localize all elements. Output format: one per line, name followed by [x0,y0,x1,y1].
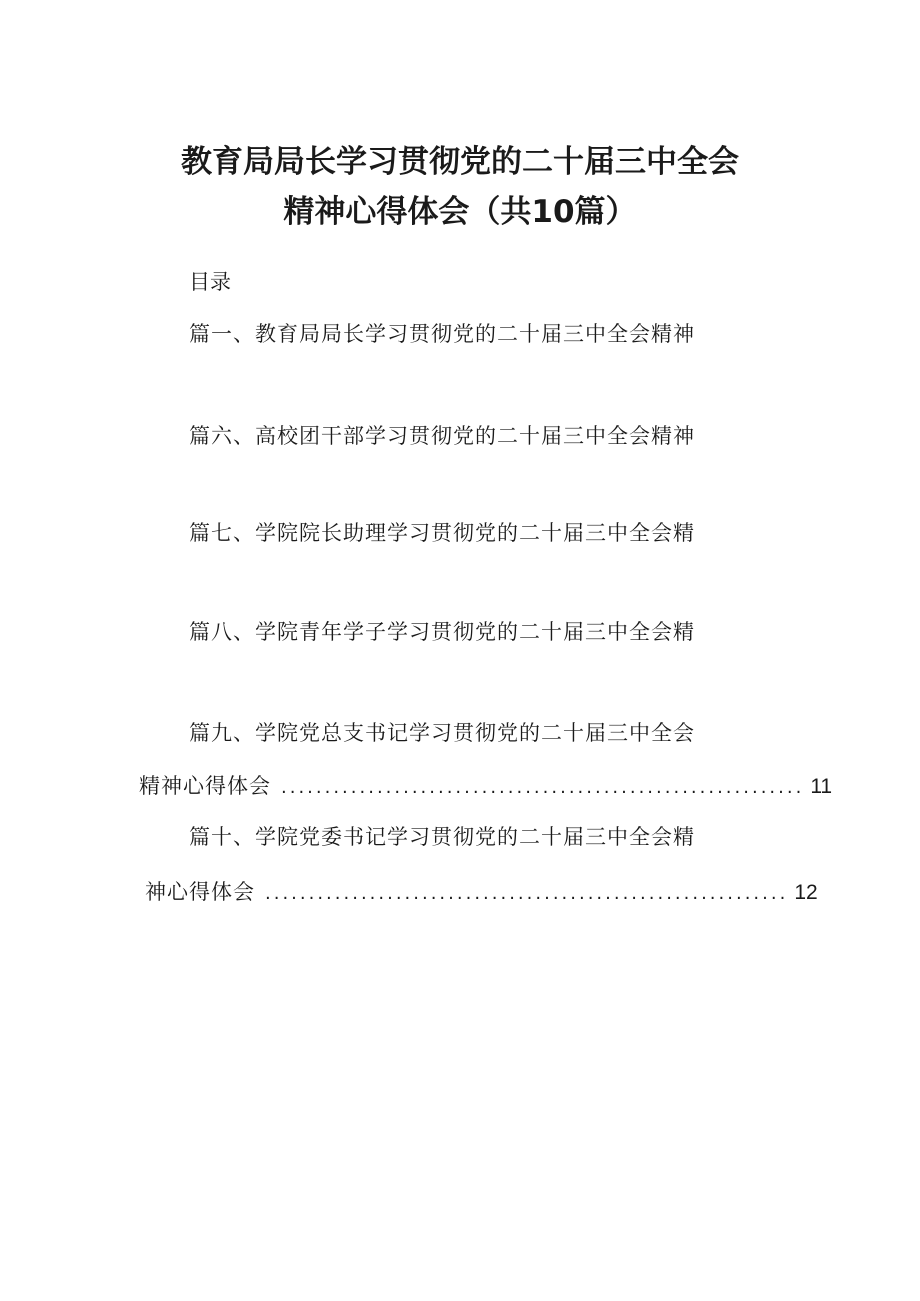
toc-item-10-text: 神心得体会 [145,880,255,904]
toc-item-10-continuation[interactable] [145,876,818,906]
toc-leader-dots: ............................................................ [281,777,805,798]
toc-leader-dots: ............................................................ [265,883,789,904]
document-title-line-2: 精神心得体会（共10篇） [283,194,637,230]
toc-item-1[interactable]: 篇一、教育局局长学习贯彻党的二十届三中全会精神 [189,322,695,346]
document-title-line-1: 教育局局长学习贯彻党的二十届三中全会 [181,144,739,180]
toc-item-9-text: 精神心得体会 [139,774,271,798]
toc-heading: 目录 [189,270,231,294]
toc-item-6[interactable]: 篇六、高校团干部学习贯彻党的二十届三中全会精神 [189,424,695,448]
toc-item-9-continuation[interactable] [139,770,833,800]
toc-page-number: 12 [794,881,818,904]
toc-item-7[interactable]: 篇七、学院院长助理学习贯彻党的二十届三中全会精 [189,521,695,545]
toc-item-10[interactable]: 篇十、学院党委书记学习贯彻党的二十届三中全会精 [189,825,695,849]
toc-item-8[interactable]: 篇八、学院青年学子学习贯彻党的二十届三中全会精 [189,620,695,644]
toc-item-9[interactable]: 篇九、学院党总支书记学习贯彻党的二十届三中全会 [189,721,695,745]
toc-page-number: 11 [810,775,833,798]
